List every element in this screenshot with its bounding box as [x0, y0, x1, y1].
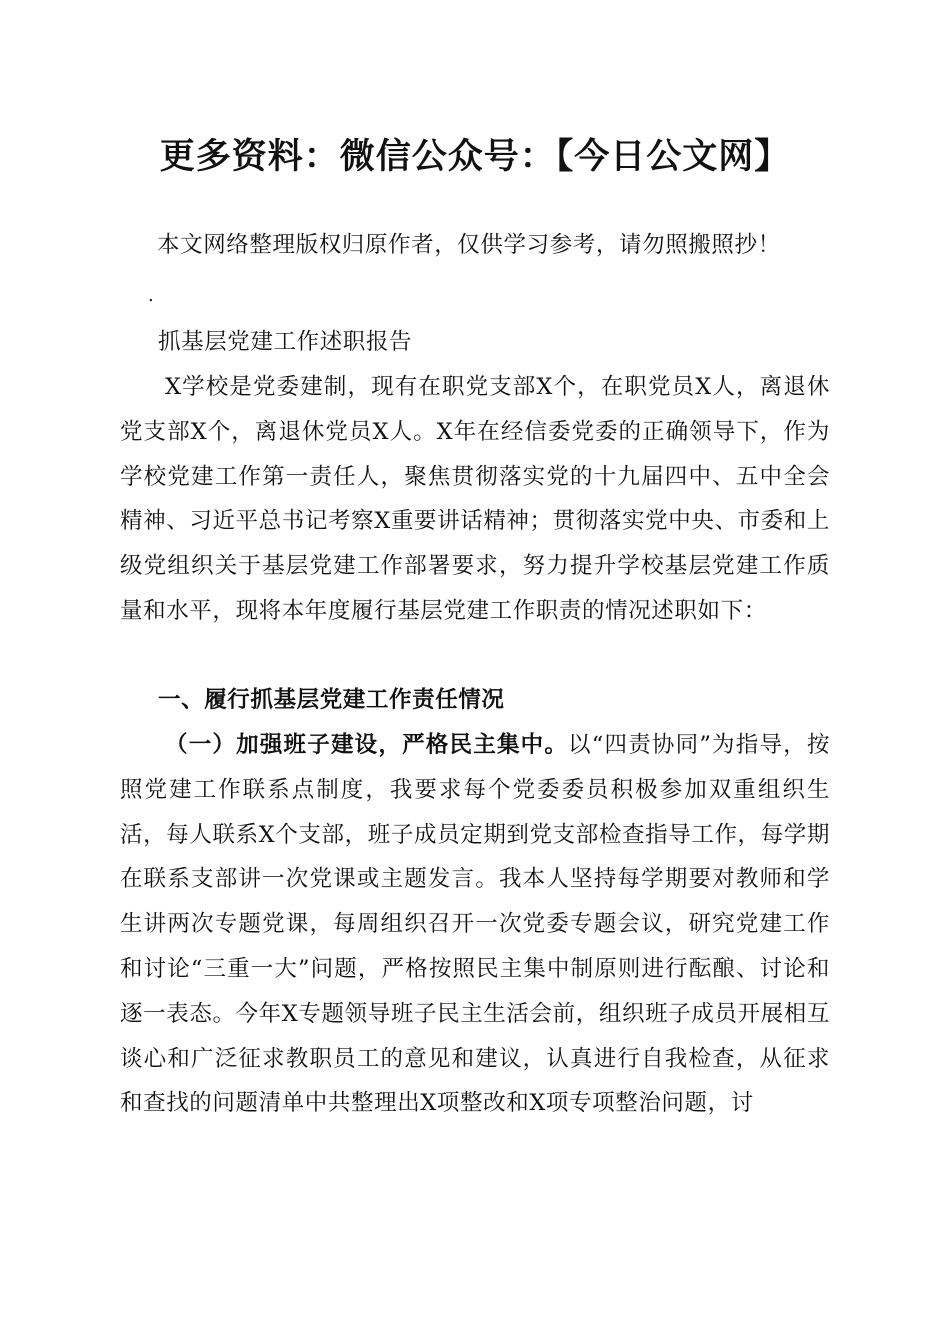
copyright-notice: 本文网络整理版权归原作者，仅供学习参考，请勿照搬照抄！ [157, 232, 781, 258]
report-title: 抓基层党建工作述职报告 [158, 329, 413, 355]
subsection-one-paragraph [120, 723, 830, 1126]
header-title: 更多资料：微信公众号：【今日公文网】 [159, 136, 791, 177]
subsection-one-heading: （一）加强班子建设，严格民主集中。 [165, 732, 569, 758]
intro-paragraph: X学校是党委建制，现有在职党支部X个，在职党员X人，离退休党支部X个，离退休党员X人。X年在经信委党委的正确领导下，作为学校党建工作第一责任人，聚焦贯彻落实党的十九届四中、五中全会精神、习近平总书记考察X重要讲话精神；贯彻落实党中央、市委和上级党组织关于基层党建工作部署要求，努力提升学校基层党建工作质量和水平，现将本年度履行基层党建工作职责的情况述职如下： [120, 374, 830, 624]
notice-dot: . [148, 285, 154, 306]
section-one-heading: 一、履行抓基层党建工作责任情况 [158, 687, 505, 713]
subsection-one-body: 以“四责协同”为指导，按照党建工作联系点制度，我要求每个党委委员积极参加双重组织生活，每人联系X个支部，班子成员定期到党支部检查指导工作，每学期在联系支部讲一次党课或主题发言。我本人坚持每学期要对教师和学生讲两次专题党课，每周组织召开一次党委专题会议，研究党建工作和讨论“三重一大”问题，严格按照民主集中制原则进行酝酿、讨论和逐一表态。今年X专题领导班子民主生活会前，组织班子成员开展相互谈心和广泛征求教职员工的意见和建议，认真进行自我检查，从征求和查找的问题清单中共整理出X项整改和X项专项整治问题，讨 [120, 732, 830, 1117]
